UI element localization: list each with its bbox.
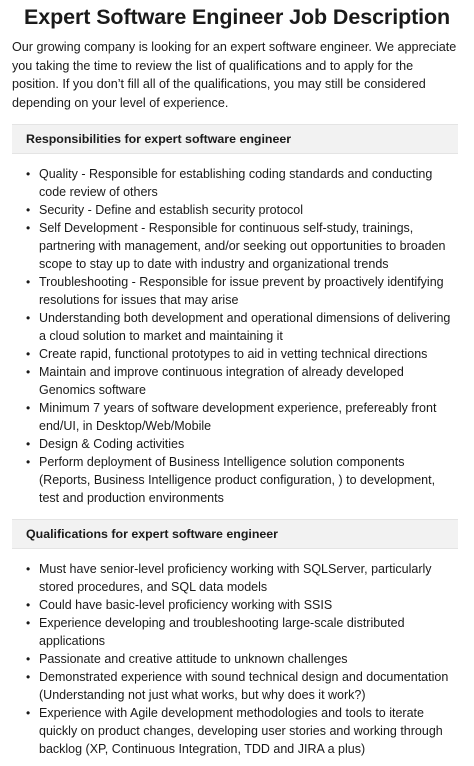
bullet-icon: •	[26, 670, 31, 685]
list-item-text: Experience developing and troubleshooting large-scale distributed applications	[39, 616, 405, 649]
list-item	[26, 201, 458, 219]
list-item-text: Must have senior-level proficiency working with SQLServer, particularly stored procedures, and SQL data models	[39, 562, 432, 595]
bullet-icon: •	[26, 652, 31, 667]
list-item-text: Passionate and creative attitude to unknown challenges	[39, 652, 348, 667]
list-item-text: Could have basic-level proficiency working with SSIS	[39, 598, 333, 613]
responsibilities-header: Responsibilities for expert software engineer	[12, 124, 458, 154]
list-item	[26, 560, 458, 596]
bullet-icon: •	[26, 437, 31, 452]
bullet-icon: •	[26, 167, 31, 182]
list-item-text: Design & Coding activities	[39, 437, 185, 452]
page-title: Expert Software Engineer Job Description	[24, 5, 451, 29]
bullet-icon: •	[26, 347, 31, 362]
bullet-icon: •	[26, 203, 31, 218]
list-item-text: Create rapid, functional prototypes to aid in vetting technical directions	[39, 347, 428, 362]
list-item	[26, 453, 458, 507]
qualifications-list	[12, 560, 458, 758]
intro-paragraph: Our growing company is looking for an expert software engineer. We appreciate you taking the time to review the list of qualifications and to apply for the position. If you don’t fill all of the qualifications, you may still be considered depending on your level of experience.	[12, 40, 457, 110]
list-item-text: Security - Define and establish security protocol	[39, 203, 304, 218]
list-item-text: Troubleshooting - Responsible for issue prevent by proactively identifying resolutions for issues that may arise	[39, 275, 444, 308]
bullet-icon: •	[26, 275, 31, 290]
bullet-icon: •	[26, 562, 31, 577]
list-item-text: Maintain and improve continuous integration of already developed Genomics software	[39, 365, 404, 398]
bullet-icon: •	[26, 311, 31, 326]
list-item	[26, 704, 458, 758]
bullet-icon: •	[26, 365, 31, 380]
list-item-text: Self Development - Responsible for continuous self-study, trainings, partnering with management, and/or seeking out opportunities to broaden scope to stay up to date with industry and organizational trends	[39, 221, 446, 272]
list-item-text: Understanding both development and operational dimensions of delivering a cloud solution to market and maintaining it	[39, 311, 451, 344]
list-item	[26, 596, 458, 614]
list-item	[26, 219, 458, 273]
bullet-icon: •	[26, 221, 31, 236]
list-item	[26, 363, 458, 399]
list-item	[26, 435, 458, 453]
list-item	[26, 614, 458, 650]
list-item-text: Experience with Agile development methodologies and tools to iterate quickly on product changes, developing user stories and working through backlog (XP, Continuous Integration, TDD and JIRA a plus)	[39, 706, 443, 757]
responsibilities-list	[12, 165, 458, 507]
list-item-text: Minimum 7 years of software development experience, prefereably front end/UI, in Desktop/Web/Mobile	[39, 401, 437, 434]
bullet-icon: •	[26, 401, 31, 416]
list-item	[26, 668, 458, 704]
bullet-icon: •	[26, 616, 31, 631]
qualifications-header: Qualifications for expert software engineer	[12, 519, 458, 549]
list-item	[26, 309, 458, 345]
list-item-text: Quality - Responsible for establishing coding standards and conducting code review of others	[39, 167, 433, 200]
bullet-icon: •	[26, 706, 31, 721]
list-item	[26, 273, 458, 309]
list-item-text: Perform deployment of Business Intelligence solution components (Reports, Business Intelligence product configuration, ) to development, test and production environments	[39, 455, 436, 506]
list-item	[26, 399, 458, 435]
list-item	[26, 650, 458, 668]
list-item-text: Demonstrated experience with sound technical design and documentation (Understanding not just what works, but why does it work?)	[39, 670, 449, 703]
bullet-icon: •	[26, 598, 31, 613]
list-item	[26, 165, 458, 201]
bullet-icon: •	[26, 455, 31, 470]
list-item	[26, 345, 458, 363]
